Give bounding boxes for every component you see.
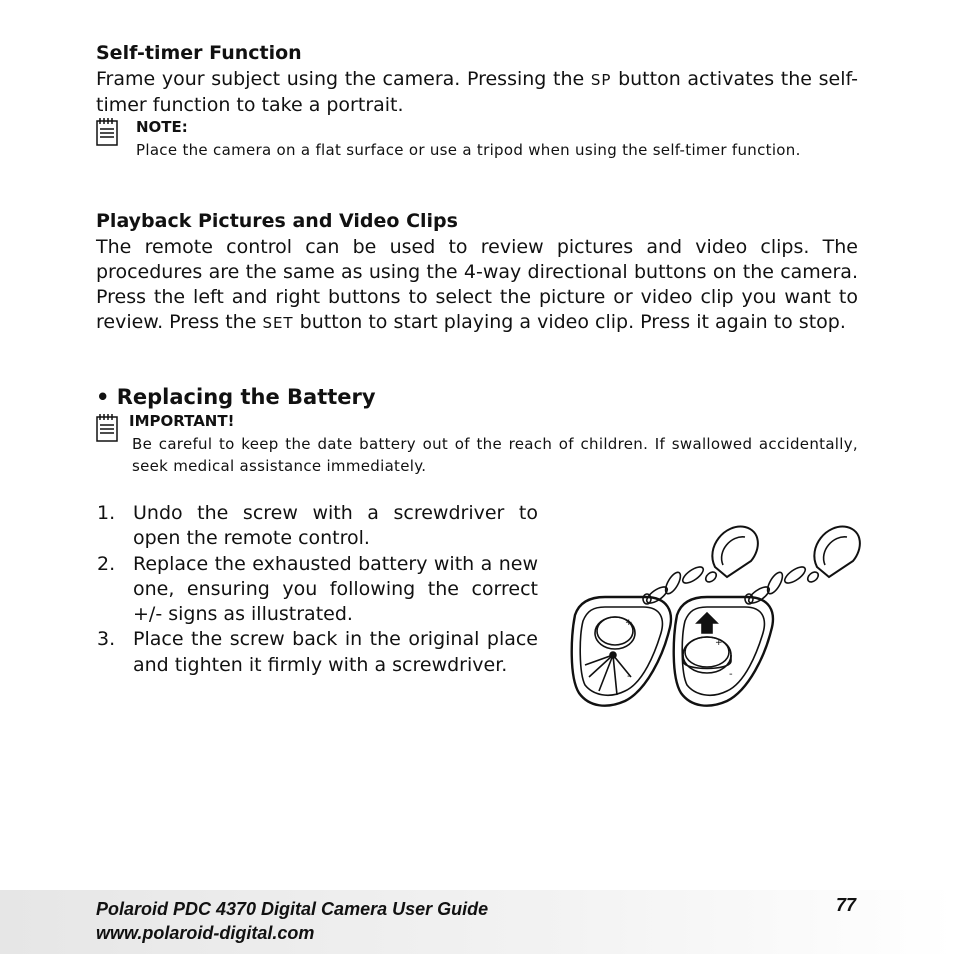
step-item xyxy=(97,552,538,628)
page-footer xyxy=(0,890,954,954)
important-label: IMPORTANT! xyxy=(129,412,235,430)
important-text: Be careful to keep the date battery out of the reach of children. If swallowed accidentally, seek medical assistance immediately. xyxy=(132,435,858,475)
note-label: NOTE: xyxy=(136,118,188,136)
footer-title: Polaroid PDC 4370 Digital Camera User Guide xyxy=(96,899,489,919)
step-text: Replace the exhausted battery with a new one, ensuring you following the correct +/- signs as illustrated. xyxy=(133,552,538,626)
minus-sign-right: - xyxy=(729,669,733,680)
step-text: Undo the screw with a screwdriver to open the remote control. xyxy=(133,502,538,550)
remote-control-illustration xyxy=(565,515,865,710)
footer-url: www.polaroid-digital.com xyxy=(96,923,315,943)
step-item xyxy=(97,501,538,552)
self-timer-heading: Self-timer Function xyxy=(96,42,302,64)
step-number: 3. xyxy=(97,628,116,651)
sp-button-label: SP xyxy=(590,71,612,89)
plus-sign-right: + xyxy=(715,638,723,648)
playback-heading: Playback Pictures and Video Clips xyxy=(96,210,458,232)
battery-heading: • Replacing the Battery xyxy=(96,385,376,409)
set-button-label: SET xyxy=(262,314,294,332)
step-number: 1. xyxy=(97,502,116,524)
playback-text: The remote control can be used to review pictures and video clips. The procedures are the same as using the 4-way directional buttons on the camera. Press the left and right buttons to select the picture or video clip you want to review. Press the SET button to start playing a video clip. Press it again to stop. xyxy=(96,236,858,333)
note-text: Place the camera on a flat surface or use a tripod when using the self-timer function. xyxy=(136,141,801,159)
note-icon xyxy=(96,118,118,146)
step-item xyxy=(97,627,538,678)
battery-steps-list xyxy=(97,501,538,678)
minus-sign-left: - xyxy=(627,671,631,682)
step-text: Place the screw back in the original place and tighten it firmly with a screwdriver. xyxy=(133,628,538,676)
step-number: 2. xyxy=(97,552,116,575)
self-timer-text: Frame your subject using the camera. Pressing the SP button activates the self-timer function to take a portrait. xyxy=(96,68,858,116)
important-icon xyxy=(96,414,118,442)
page-number: 77 xyxy=(836,895,857,915)
plus-sign-left: + xyxy=(625,618,633,628)
